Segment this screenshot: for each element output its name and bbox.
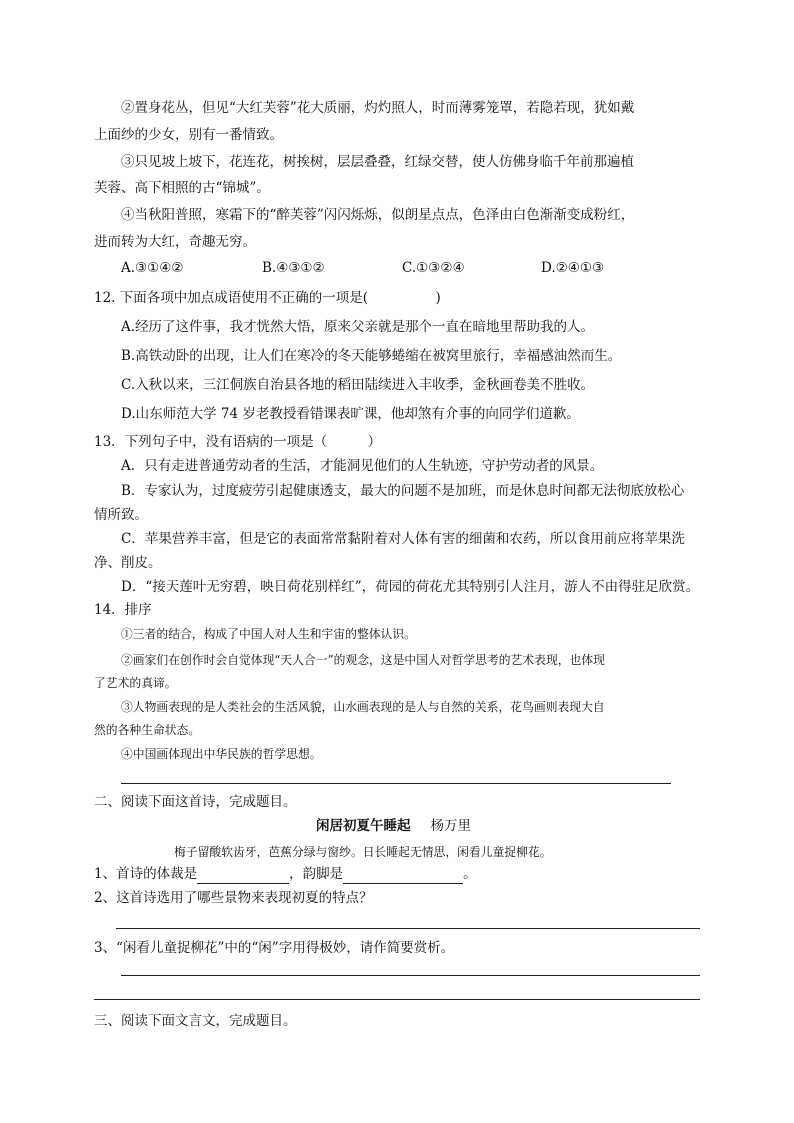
rhyme-blank[interactable] xyxy=(343,869,463,884)
q14-sentence-4: ④中国画体现出中华民族的哲学思想。 xyxy=(121,747,322,761)
q11-item-4-line1: ④当秋阳普照，寒霜下的“醉芙蓉”闪闪烁烁，似朗星点点，色泽由白色渐渐变成粉红， xyxy=(121,207,635,223)
q12-option-d[interactable]: D.山东师范大学 74 岁老教授看错课表旷课，他却煞有介事的向同学们道歉。 xyxy=(121,406,580,422)
q14-stem: 14．排序 xyxy=(94,602,152,618)
section2-heading: 二、阅读下面这首诗，完成题目。 xyxy=(94,794,297,810)
genre-blank[interactable] xyxy=(197,869,289,884)
q2-answer-line[interactable] xyxy=(116,928,700,929)
poem-title: 闲居初夏午睡起 xyxy=(316,818,411,834)
section2-q3: 3、“闲看儿童捉柳花”中的“闲”字用得极妙，请作简要赏析。 xyxy=(94,940,455,956)
poem-heading xyxy=(316,816,471,836)
q13-option-a[interactable]: A．只有走进普通劳动者的生活，才能洞见他们的人生轨迹，守护劳动者的风景。 xyxy=(121,458,604,474)
q3-answer-line-1[interactable] xyxy=(121,975,700,976)
q12-stem: 12. 下面各项中加点成语使用不正确的一项是( ) xyxy=(94,290,441,306)
q14-sentence-2-line2: 了艺术的真谛。 xyxy=(94,676,177,690)
q11-option-d[interactable]: D.②④①③ xyxy=(541,260,605,276)
q11-option-a[interactable]: A.③①④② xyxy=(121,260,184,276)
q11-option-b[interactable]: B.④③①② xyxy=(262,260,325,276)
q14-sentence-2-line1: ②画家们在创作时会自觉体现“天人合一”的观念，这是中国人对哲学思考的艺术表现，也体现 xyxy=(121,653,605,667)
q12-option-c[interactable]: C.入秋以来，三江侗族自治县各地的稻田陆续进入丰收季，金秋画卷美不胜收。 xyxy=(121,377,595,393)
q11-item-4-line2: 进而转为大红，奇趣无穷。 xyxy=(94,234,256,250)
q13-option-b-line1[interactable]: B．专家认为，过度疲劳引起健康透支，最大的问题不是加班，而是休息时间都无法彻底放松心 xyxy=(121,483,685,499)
q11-item-3-line2: 芙蓉、高下相照的古“锦城”。 xyxy=(94,180,270,196)
section2-q1-part1: 1、首诗的体裁是 xyxy=(94,866,198,882)
section2-q1-part2: ，韵脚是 xyxy=(289,866,344,882)
q13-option-c-line2: 净、削皮。 xyxy=(94,555,162,571)
q3-answer-line-2[interactable] xyxy=(94,999,700,1000)
poem-author: 杨万里 xyxy=(430,818,471,834)
q13-option-d[interactable]: D．“接天莲叶无穷碧，映日荷花别样红”，荷园的荷花尤其特别引人注月，游人不由得驻足欣赏。 xyxy=(121,579,700,595)
q13-stem: 13．下列句子中，没有语病的一项是（ ） xyxy=(94,434,382,450)
q11-item-2-line1: ②置身花丛，但见“大红芙蓉”花大质丽，灼灼照人，时而薄雾笼罩，若隐若现，犹如戴 xyxy=(121,100,635,116)
q11-item-2-line2: 上面纱的少女，别有一番情致。 xyxy=(94,127,283,143)
section2-q2: 2、这首诗选用了哪些景物来表现初夏的特点？ xyxy=(94,890,373,906)
q14-answer-line[interactable] xyxy=(121,783,671,784)
section2-q1-part3: 。 xyxy=(463,866,477,882)
q12-option-b[interactable]: B.高铁动卧的出现，让人们在寒冷的冬天能够蜷缩在被窝里旅行，幸福感油然而生。 xyxy=(121,348,622,364)
q13-option-b-line2: 情所致。 xyxy=(94,507,148,523)
q14-sentence-3-line1: ③人物画表现的是人类社会的生活风貌，山水画表现的是人与自然的关系，花鸟画则表现大自 xyxy=(121,700,605,714)
q11-option-c[interactable]: C.①③②④ xyxy=(402,260,465,276)
section2-q1 xyxy=(94,864,477,884)
q11-item-3-line1: ③只见坡上坡下，花连花，树挨树，层层叠叠，红绿交替，使人仿佛身临千年前那遍植 xyxy=(121,154,634,170)
q14-sentence-3-line2: 然的各种生命状态。 xyxy=(94,723,201,737)
section3-heading: 三、阅读下面文言文，完成题目。 xyxy=(94,1013,297,1029)
q13-option-c-line1[interactable]: C．苹果营养丰富，但是它的表面常常黏附着对人体有害的细菌和农药，所以食用前应将苹果洗 xyxy=(121,531,685,547)
q12-option-a[interactable]: A.经历了这件事，我才恍然大悟，原来父亲就是那个一直在暗地里帮助我的人。 xyxy=(121,319,595,335)
q14-sentence-1: ①三者的结合，构成了中国人对人生和宇宙的整体认识。 xyxy=(121,627,416,641)
poem-text: 梅子留酸软齿牙，芭蕉分绿与窗纱。日长睡起无情思，闲看儿童捉柳花。 xyxy=(174,845,552,859)
